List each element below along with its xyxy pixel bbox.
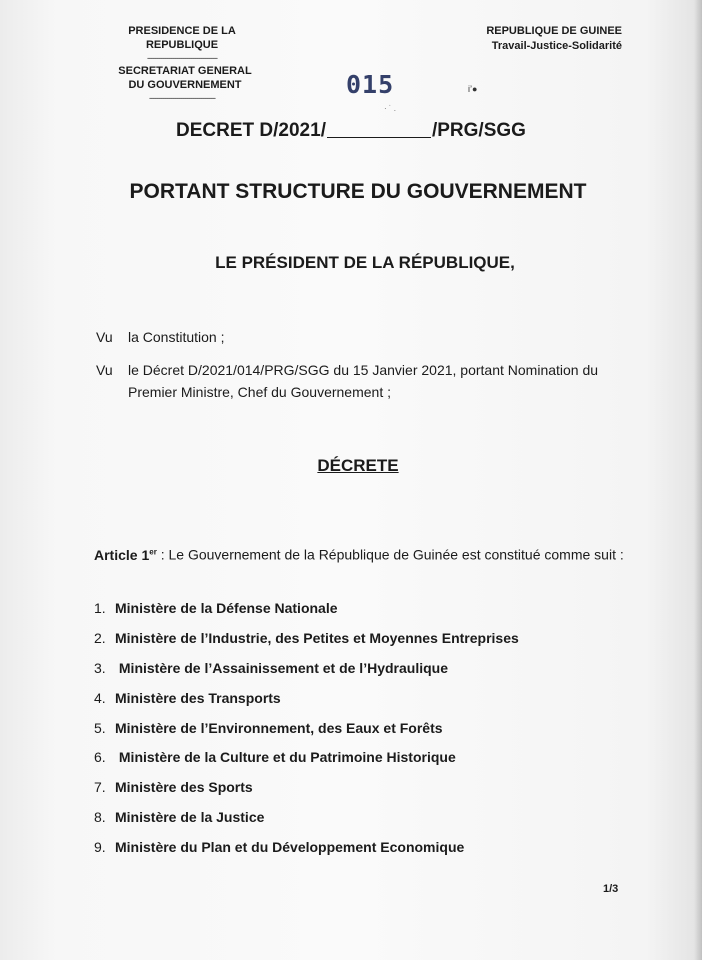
header-divider: -----------------------------------: [147, 53, 217, 63]
stamp-number: 015: [346, 70, 395, 99]
article-label-text: Article 1: [94, 546, 150, 563]
list-item: [94, 807, 519, 837]
list-number: 6.: [94, 749, 106, 766]
vu-clause-2: [96, 359, 636, 403]
decrete-heading: DÉCRETE: [317, 456, 399, 475]
vu-key: Vu: [96, 362, 113, 378]
list-item: [94, 688, 519, 718]
article-1: [94, 541, 634, 566]
ministry-name: Ministère de l’Assainissement et de l’Hydraulique: [115, 659, 448, 676]
article-colon: :: [156, 546, 165, 563]
president-heading: LE PRÉSIDENT DE LA RÉPUBLIQUE,: [215, 253, 515, 272]
list-item: [94, 837, 519, 867]
article-label: [94, 547, 157, 563]
list-number: 5.: [94, 719, 106, 736]
presidency-label: PRESIDENCE DE LA REPUBLIQUE: [128, 25, 236, 51]
list-number: 2.: [94, 629, 106, 646]
stamp-smudge: · ˙ .: [384, 104, 396, 113]
government-label: DU GOUVERNEMENT: [128, 79, 242, 91]
ministry-name: Ministère de la Justice: [115, 809, 265, 826]
decree-number: [0, 120, 702, 142]
page-edge-shadow: [694, 0, 702, 960]
ministry-name: Ministère de la Culture et du Patrimoine Historique: [115, 749, 456, 766]
list-item: [94, 747, 519, 777]
decree-prefix: DECRET D/2021/: [176, 120, 326, 141]
vu-text: la Constitution ;: [128, 329, 225, 345]
decree-suffix: /PRG/SGG: [431, 120, 526, 141]
vu-clause-1: [96, 326, 225, 348]
header-left: [92, 24, 272, 104]
ministry-list: [94, 598, 519, 867]
vu-key: Vu: [96, 329, 113, 345]
list-number: 9.: [94, 839, 106, 856]
page-number: 1/3: [603, 883, 619, 895]
header-divider-2: ---------------------------------: [149, 93, 215, 103]
article-label-sup: er: [149, 547, 157, 556]
ministry-name: Ministère de l’Industrie, des Petites et Moyennes Entreprises: [115, 629, 519, 646]
stamp-mark: i’●: [468, 84, 478, 94]
list-number: 3.: [94, 659, 106, 676]
list-number: 8.: [94, 809, 106, 826]
ministry-name: Ministère du Plan et du Développement Economique: [115, 839, 465, 856]
article-text: Le Gouvernement de la République de Guinée est constitué comme suit :: [164, 546, 624, 563]
list-item: [94, 628, 519, 658]
vu-text: le Décret D/2021/014/PRG/SGG du 15 Janvier 2021, portant Nomination du: [128, 362, 599, 378]
ministry-name: Ministère de l’Environnement, des Eaux et Forêts: [115, 719, 443, 736]
list-number: 1.: [94, 600, 106, 616]
header-right: [486, 24, 622, 54]
ministry-name: Ministère des Sports: [115, 779, 253, 796]
decree-blank-line: [327, 137, 431, 138]
vu-text-continued: Premier Ministre, Chef du Gouvernement ;: [128, 384, 391, 400]
list-number: 4.: [94, 689, 106, 706]
republic-label: REPUBLIQUE DE GUINEE: [486, 25, 622, 37]
secretariat-label: SECRETARIAT GENERAL: [118, 65, 252, 77]
document-title: PORTANT STRUCTURE DU GOUVERNEMENT: [129, 180, 587, 203]
list-item: [94, 598, 519, 628]
motto-label: Travail-Justice-Solidarité: [491, 40, 622, 52]
list-number: 7.: [94, 779, 106, 796]
ministry-name: Ministère de la Défense Nationale: [115, 600, 338, 616]
list-item: [94, 777, 519, 807]
list-item: [94, 718, 519, 748]
ministry-name: Ministère des Transports: [115, 689, 281, 706]
list-item: [94, 658, 519, 688]
